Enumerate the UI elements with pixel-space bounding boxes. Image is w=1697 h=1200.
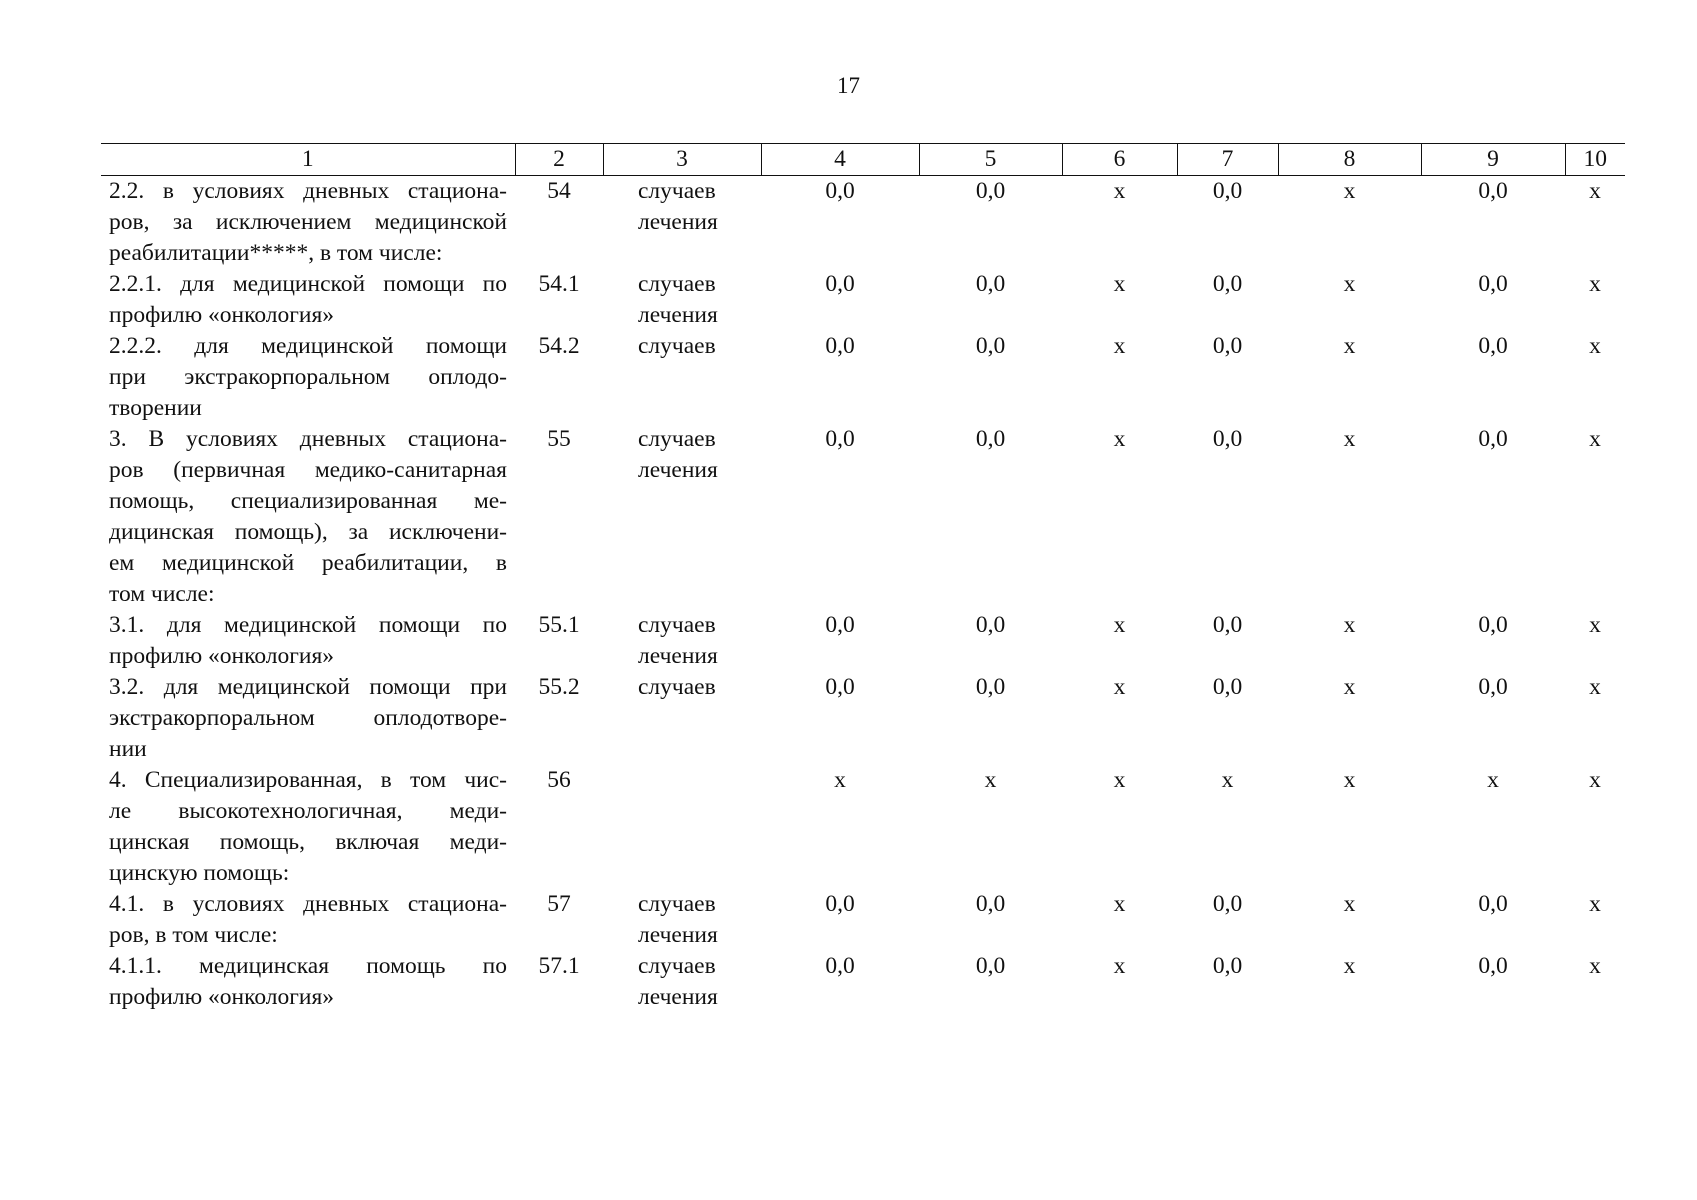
row-name-line: ров (первичная медико-санитарная xyxy=(109,457,507,483)
row-name-line: ров, за исключением медицинской xyxy=(109,209,507,235)
row-col-8: х xyxy=(1343,891,1356,917)
row-unit: случаев лечения xyxy=(638,271,718,328)
row-unit: случаев лечения xyxy=(638,426,718,483)
row-col-10: х xyxy=(1589,953,1601,979)
row-col-7: 0,0 xyxy=(1212,891,1243,917)
row-name-line: ем медицинской реабилитации, в xyxy=(109,550,507,576)
table-row xyxy=(101,765,1625,889)
table-header xyxy=(101,144,1625,176)
row-col-9: 0,0 xyxy=(1478,426,1508,452)
row-col-8: х xyxy=(1343,426,1356,452)
table-row xyxy=(101,889,1625,951)
row-col-10: х xyxy=(1589,333,1601,359)
row-name-line: дицинская помощь), за исключени- xyxy=(109,519,507,545)
row-col-8: х xyxy=(1343,674,1356,700)
row-col-8: х xyxy=(1343,271,1356,297)
row-col-4: 0,0 xyxy=(825,178,855,204)
header-col-2: 2 xyxy=(515,144,603,176)
row-col-4: 0,0 xyxy=(825,333,855,359)
row-col-7: 0,0 xyxy=(1212,426,1243,452)
data-table xyxy=(101,143,1625,1013)
header-col-10: 10 xyxy=(1565,144,1625,176)
row-name-line: 2.2.2. для медицинской помощи xyxy=(109,333,507,359)
row-unit: случаев лечения xyxy=(638,612,718,669)
table-row xyxy=(101,176,1625,270)
row-col-9: 0,0 xyxy=(1478,271,1508,297)
row-col-5: 0,0 xyxy=(975,333,1006,359)
row-name xyxy=(101,424,515,610)
header-col-4: 4 xyxy=(761,144,919,176)
table-row xyxy=(101,331,1625,424)
row-col-10: х xyxy=(1589,767,1601,793)
row-col-6: х xyxy=(1113,271,1126,297)
row-col-9: 0,0 xyxy=(1478,953,1508,979)
row-code: 55 xyxy=(547,426,571,452)
row-name xyxy=(101,269,515,331)
row-col-10: х xyxy=(1589,178,1601,204)
row-col-10: х xyxy=(1589,271,1601,297)
row-col-4: 0,0 xyxy=(825,953,855,979)
row-col-8: х xyxy=(1343,178,1356,204)
table-row xyxy=(101,951,1625,1013)
row-col-9: 0,0 xyxy=(1478,333,1508,359)
row-col-5: 0,0 xyxy=(975,426,1006,452)
row-name-line: цинскую помощь: xyxy=(109,860,290,886)
row-name-line: 3.2. для медицинской помощи при xyxy=(109,674,507,700)
row-col-6: х xyxy=(1113,953,1126,979)
row-name-line: 4. Специализированная, в том чис- xyxy=(109,767,507,793)
row-col-6: х xyxy=(1113,612,1126,638)
row-name-line: экстракорпоральном оплодотворе- xyxy=(109,705,507,731)
row-name xyxy=(101,765,515,889)
row-col-8: х xyxy=(1343,333,1356,359)
row-col-9: 0,0 xyxy=(1478,674,1508,700)
row-unit: случаев лечения xyxy=(638,953,718,1010)
row-col-10: х xyxy=(1589,426,1601,452)
row-code: 57 xyxy=(547,891,571,917)
row-col-4: 0,0 xyxy=(825,891,855,917)
row-col-7: 0,0 xyxy=(1212,674,1243,700)
row-name-line: 4.1.1. медицинская помощь по xyxy=(109,953,507,979)
row-col-5: 0,0 xyxy=(975,891,1006,917)
row-name xyxy=(101,672,515,765)
row-name-line: профилю «онкология» xyxy=(109,984,335,1010)
row-code: 57.1 xyxy=(538,953,580,979)
table-row xyxy=(101,610,1625,672)
header-col-6: 6 xyxy=(1062,144,1177,176)
header-col-8: 8 xyxy=(1278,144,1421,176)
header-row xyxy=(101,144,1625,176)
header-col-3: 3 xyxy=(603,144,761,176)
row-col-6: х xyxy=(1113,767,1126,793)
row-col-7: 0,0 xyxy=(1212,271,1243,297)
row-col-7: х xyxy=(1221,767,1234,793)
row-code: 54 xyxy=(547,178,571,204)
row-col-4: 0,0 xyxy=(825,271,855,297)
row-col-6: х xyxy=(1113,891,1126,917)
row-col-5: 0,0 xyxy=(975,271,1006,297)
row-col-8: х xyxy=(1343,767,1356,793)
row-unit: случаев лечения xyxy=(638,891,718,948)
row-name-line: при экстракорпоральном оплодо- xyxy=(109,364,507,390)
row-col-8: х xyxy=(1343,953,1356,979)
row-name xyxy=(101,610,515,672)
row-name xyxy=(101,889,515,951)
row-code: 55.1 xyxy=(538,612,580,638)
row-code: 54.2 xyxy=(538,333,580,359)
row-name-line: нии xyxy=(109,736,147,762)
row-name-line: реабилитации*****, в том числе: xyxy=(109,240,443,266)
row-col-4: 0,0 xyxy=(825,426,855,452)
row-code: 55.2 xyxy=(538,674,580,700)
row-col-9: х xyxy=(1487,767,1499,793)
row-name-line: ле высокотехнологичная, меди- xyxy=(109,798,507,824)
row-unit: случаев xyxy=(638,333,716,359)
row-name-line: 2.2.1. для медицинской помощи по xyxy=(109,271,507,297)
row-col-9: 0,0 xyxy=(1478,612,1508,638)
row-col-6: х xyxy=(1113,674,1126,700)
row-col-7: 0,0 xyxy=(1212,333,1243,359)
row-col-5: 0,0 xyxy=(975,612,1006,638)
row-name-line: ров, в том числе: xyxy=(109,922,278,948)
row-col-4: х xyxy=(834,767,846,793)
row-col-6: х xyxy=(1113,426,1126,452)
row-col-9: 0,0 xyxy=(1478,891,1508,917)
row-unit: случаев лечения xyxy=(638,178,718,235)
row-col-7: 0,0 xyxy=(1212,953,1243,979)
table-row xyxy=(101,424,1625,610)
table-row xyxy=(101,269,1625,331)
row-name xyxy=(101,331,515,424)
row-col-4: 0,0 xyxy=(825,674,855,700)
table-row xyxy=(101,672,1625,765)
row-col-10: х xyxy=(1589,891,1601,917)
row-col-7: 0,0 xyxy=(1212,612,1243,638)
page-number: 17 xyxy=(837,73,860,98)
row-name xyxy=(101,176,515,270)
row-col-9: 0,0 xyxy=(1478,178,1508,204)
row-col-4: 0,0 xyxy=(825,612,855,638)
row-code: 54.1 xyxy=(538,271,580,297)
row-unit: случаев xyxy=(638,674,716,700)
row-name-line: профилю «онкология» xyxy=(109,643,335,669)
row-name-line: профилю «онкология» xyxy=(109,302,335,328)
header-col-5: 5 xyxy=(919,144,1062,176)
row-col-5: 0,0 xyxy=(975,953,1006,979)
row-code: 56 xyxy=(547,767,571,793)
table-body xyxy=(101,176,1625,1014)
row-col-5: 0,0 xyxy=(975,178,1006,204)
row-col-10: х xyxy=(1589,612,1601,638)
row-name xyxy=(101,951,515,1013)
row-name-line: творении xyxy=(109,395,202,421)
row-name-line: 3.1. для медицинской помощи по xyxy=(109,612,507,638)
row-unit xyxy=(603,765,761,889)
row-name-line: 3. В условиях дневных стациона- xyxy=(109,426,507,452)
row-name-line: 2.2. в условиях дневных стациона- xyxy=(109,178,507,204)
row-col-6: х xyxy=(1113,333,1126,359)
row-col-7: 0,0 xyxy=(1212,178,1243,204)
row-col-6: х xyxy=(1113,178,1126,204)
row-col-5: 0,0 xyxy=(975,674,1006,700)
header-col-7: 7 xyxy=(1177,144,1278,176)
row-name-line: цинская помощь, включая меди- xyxy=(109,829,507,855)
row-name-line: помощь, специализированная ме- xyxy=(109,488,507,514)
header-col-9: 9 xyxy=(1421,144,1565,176)
row-name-line: том числе: xyxy=(109,581,215,607)
row-name-line: 4.1. в условиях дневных стациона- xyxy=(109,891,507,917)
row-col-10: х xyxy=(1589,674,1601,700)
row-col-5: х xyxy=(984,767,997,793)
header-col-1: 1 xyxy=(101,144,515,176)
row-col-8: х xyxy=(1343,612,1356,638)
